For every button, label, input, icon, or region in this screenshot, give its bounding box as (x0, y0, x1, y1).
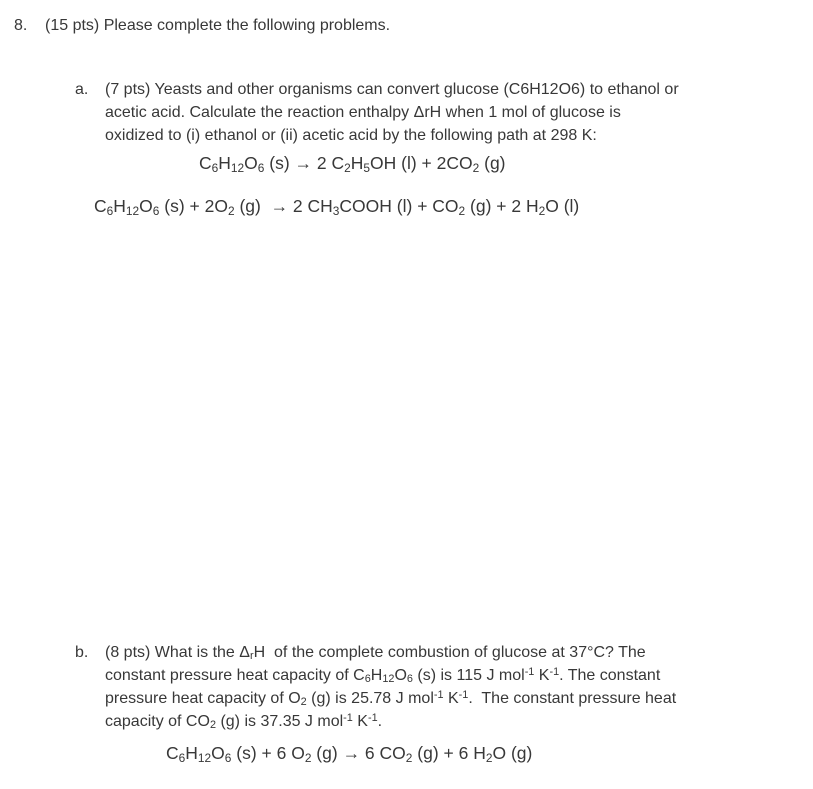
equation-glucose-to-ethanol: $C_6H_{12}O_6$ (s) → 2 $C_2H_5OH$ $(l) + 2CO_2$ (g) (199, 153, 506, 175)
text-line: pressure heat capacity of $O_2$ (g) is 25.78 J mol$^{-1}$ $K^{-1}$. The constant pressure heat (105, 689, 677, 709)
text-line: constant pressure heat capacity of $C_6H_{12}O_6$ (s) is 115 J mol$^{-1}$ $K^{-1}$. The constant (105, 666, 661, 686)
text-line: capacity of $CO_2$ (g) is 37.35 J mol$^{-1}$ $K^{-1}$. (105, 712, 383, 732)
problem-number: 8. (14, 17, 28, 34)
text-line: (7 pts) Yeasts and other organisms can convert glucose (C6H12O6) to ethanol or (105, 81, 679, 98)
part-a-label: a. (75, 81, 89, 98)
part-b-label: b. (75, 644, 89, 661)
equation-glucose-combustion: $C_6H_{12}O_6$ (s) + 6 $O_2$ (g) → 6 $CO_2$ (g) + 6 $H_2O$ (g) (166, 743, 533, 765)
text-line: acetic acid. Calculate the reaction enthalpy ΔrH when 1 mol of glucose is (105, 104, 621, 121)
text-line: oxidized to (i) ethanol or (ii) acetic acid by the following path at 298 K: (105, 127, 597, 144)
part-a-text (105, 78, 785, 147)
problem-intro: (15 pts) Please complete the following problems. (45, 17, 391, 34)
equation-glucose-to-acetic-acid: $C_6H_{12}O_6$ $(s) + 2O_2$ (g) → 2 $CH_3COOH$ $(l) + CO_2$ (g) + 2 $H_2O$ (l) (94, 196, 580, 218)
text-line: (8 pts) What is the $\Delta_rH$ of the complete combustion of glucose at 37°C? The (105, 644, 646, 663)
part-b-text (105, 641, 795, 733)
